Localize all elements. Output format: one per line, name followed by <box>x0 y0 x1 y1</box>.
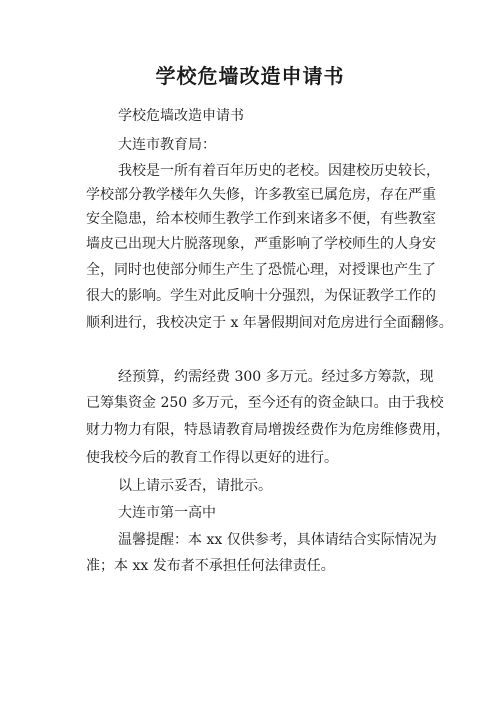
paragraph-line: 学校部分教学楼年久失修，许多教室已属危房，存在严重 <box>86 187 436 203</box>
signature: 大连市第一高中 <box>118 505 216 521</box>
document-title: 学校危墙改造申请书 <box>155 64 345 88</box>
paragraph-line: 全，同时也使部分师生产生了恐慌心理，对授课也产生了 <box>86 262 436 278</box>
paragraph-line: 很大的影响。学生对此反响十分强烈，为保证教学工作的 <box>86 288 436 304</box>
recipient: 大连市教育局： <box>118 137 216 153</box>
paragraph-line: 经预算，约需经费 300 多万元。经过多方筹款，现 <box>118 369 434 385</box>
paragraph-line: 使我校今后的教育工作得以更好的进行。 <box>86 450 338 466</box>
paragraph-line: 我校是一所有着百年历史的老校。因建校历史较长， <box>118 163 440 179</box>
paragraph-line: 顺利进行，我校决定于 x 年暑假期间对危房进行全面翻修。 <box>86 315 453 331</box>
paragraph-line: 墙皮已出现大片脱落现象，严重影响了学校师生的人身安 <box>86 236 436 252</box>
subtitle: 学校危墙改造申请书 <box>118 108 244 124</box>
paragraph-line: 安全隐患，给本校师生教学工作到来诸多不便，有些教室 <box>86 211 436 227</box>
paragraph-line: 已筹集资金 250 多万元，至今还有的资金缺口。由于我校 <box>86 395 444 411</box>
closing-text: 以上请示妥否，请批示。 <box>118 478 272 494</box>
notice-line: 准；本 xx 发布者不承担任何法律责任。 <box>86 558 335 574</box>
notice-line: 温馨提醒：本 xx 仅供参考，具体请结合实际情况为 <box>118 532 437 548</box>
paragraph-line: 财力物力有限，特恳请教育局增拨经费作为危房维修费用， <box>86 422 450 438</box>
